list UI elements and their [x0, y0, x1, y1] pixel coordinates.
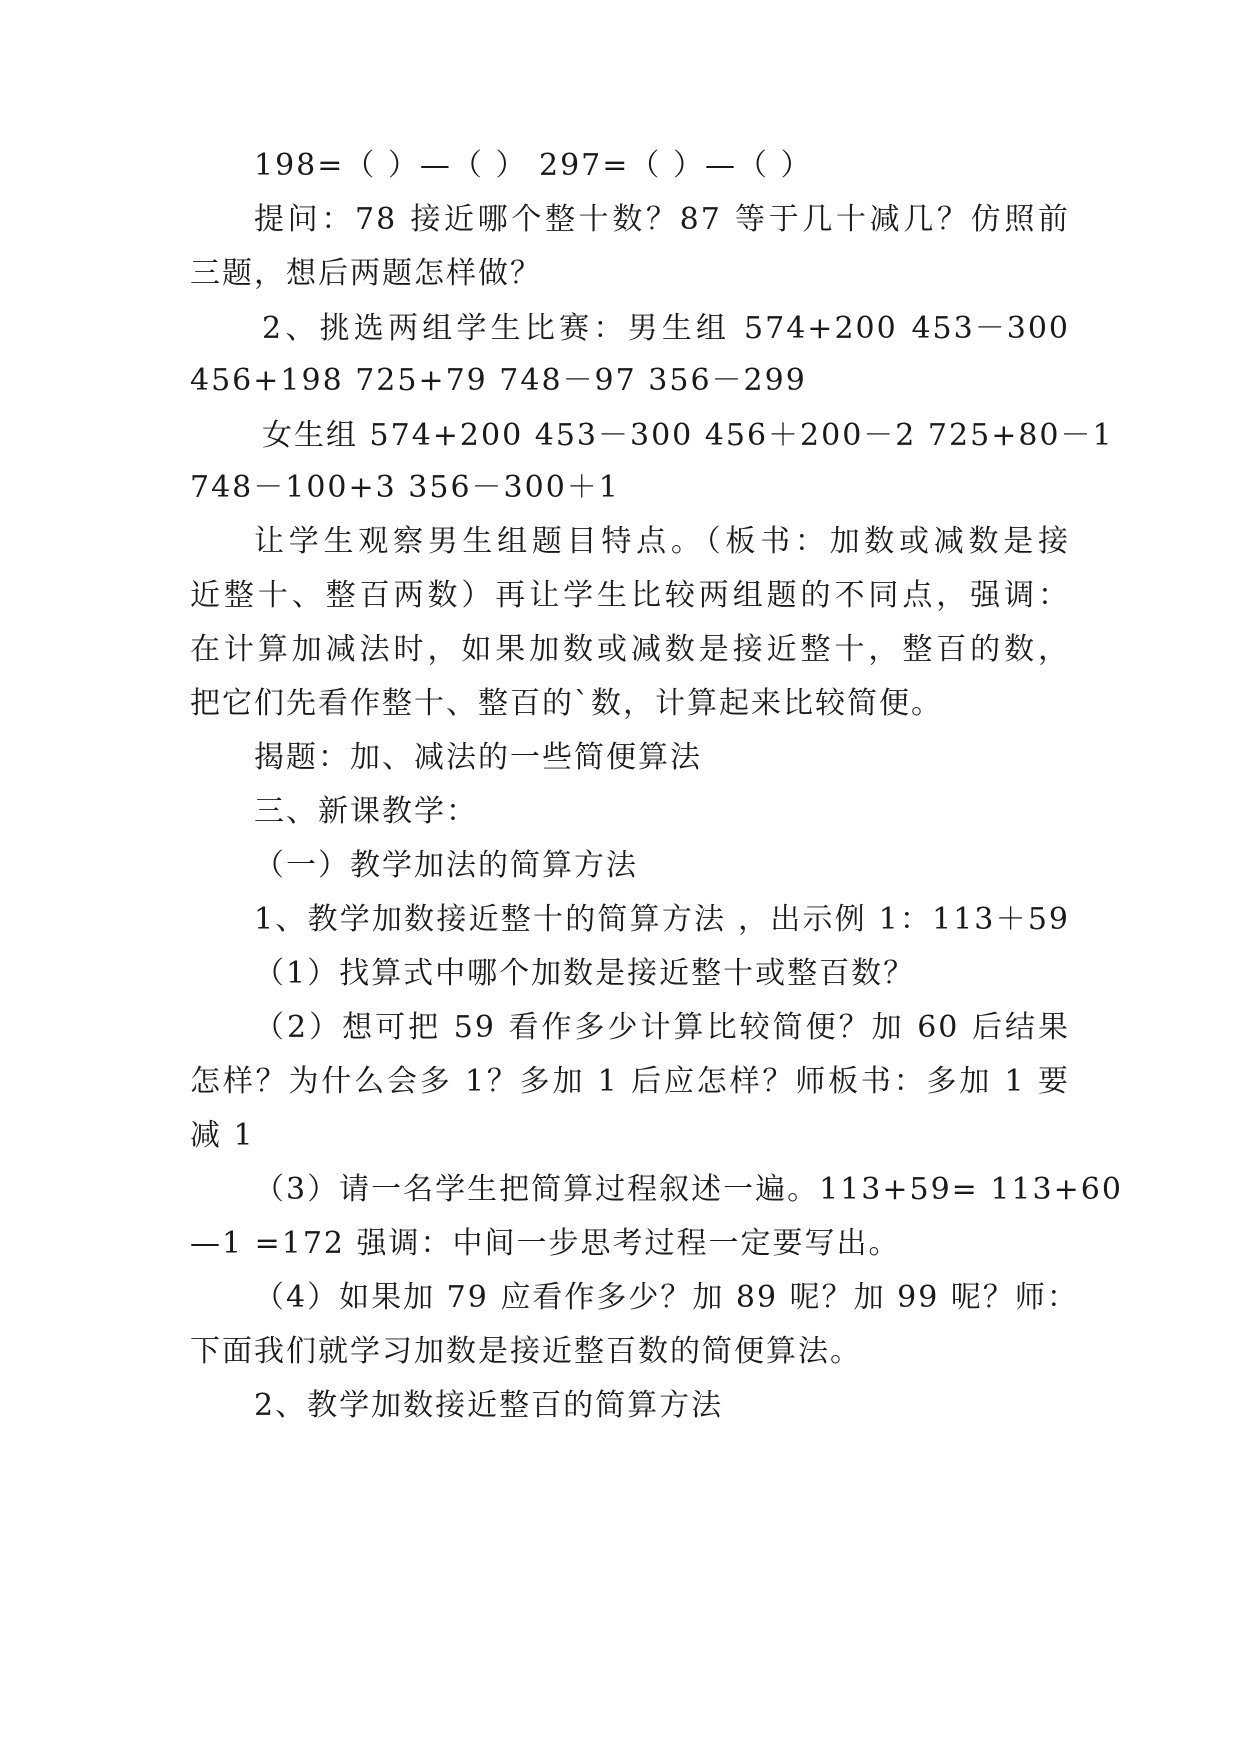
text-line-10: 在计算加减法时，如果加数或减数是接近整十，整百的数， [190, 632, 1070, 667]
text-line-7: 748－100+3 356－300＋1 [190, 470, 620, 505]
text-line-1: 198=（ ）—（ ） 297=（ ）—（ ） [254, 148, 813, 183]
text-line-11: 把它们先看作整十、整百的`数，计算起来比较简便。 [190, 686, 943, 721]
text-line-12: 揭题：加、减法的一些简便算法 [254, 740, 702, 775]
text-line-14: （一）教学加法的简算方法 [254, 848, 638, 883]
text-line-2: 提问：78 接近哪个整十数？87 等于几十减几？仿照前 [254, 202, 1070, 237]
text-line-15: 1、教学加数接近整十的简算方法 ，出示例 1：113＋59 [254, 902, 1070, 937]
text-line-23: 下面我们就学习加数是接近整百数的简便算法。 [190, 1334, 862, 1369]
text-line-3: 三题，想后两题怎样做？ [190, 256, 542, 291]
text-line-20: （3）请一名学生把简算过程叙述一遍。113+59= 113+60 [254, 1172, 1123, 1207]
text-line-13: 三、新课教学： [254, 794, 478, 829]
text-line-17: （2）想可把 59 看作多少计算比较简便？加 60 后结果 [254, 1010, 1070, 1045]
text-line-18: 怎样？为什么会多 1？多加 1 后应怎样？师板书：多加 1 要 [190, 1064, 1070, 1099]
text-line-5: 456+198 725+79 748－97 356－299 [190, 363, 807, 398]
text-line-6: 女生组 574+200 453－300 456＋200－2 725+80－1 [262, 418, 1114, 453]
text-line-16: （1）找算式中哪个加数是接近整十或整百数？ [254, 956, 916, 991]
text-line-19: 减 1 [190, 1118, 255, 1153]
text-line-22: （4）如果加 79 应看作多少？加 89 呢？加 99 呢？师： [254, 1280, 1079, 1315]
text-line-24: 2、教学加数接近整百的简算方法 [254, 1388, 724, 1423]
text-line-4: 2、挑选两组学生比赛：男生组 574+200 453－300 [262, 311, 1070, 346]
text-line-8: 让学生观察男生组题目特点。（板书：加数或减数是接 [254, 524, 1070, 559]
text-line-21: —1 =172 强调：中间一步思考过程一定要写出。 [190, 1226, 901, 1261]
text-line-9: 近整十、整百两数）再让学生比较两组题的不同点，强调： [190, 578, 1070, 613]
